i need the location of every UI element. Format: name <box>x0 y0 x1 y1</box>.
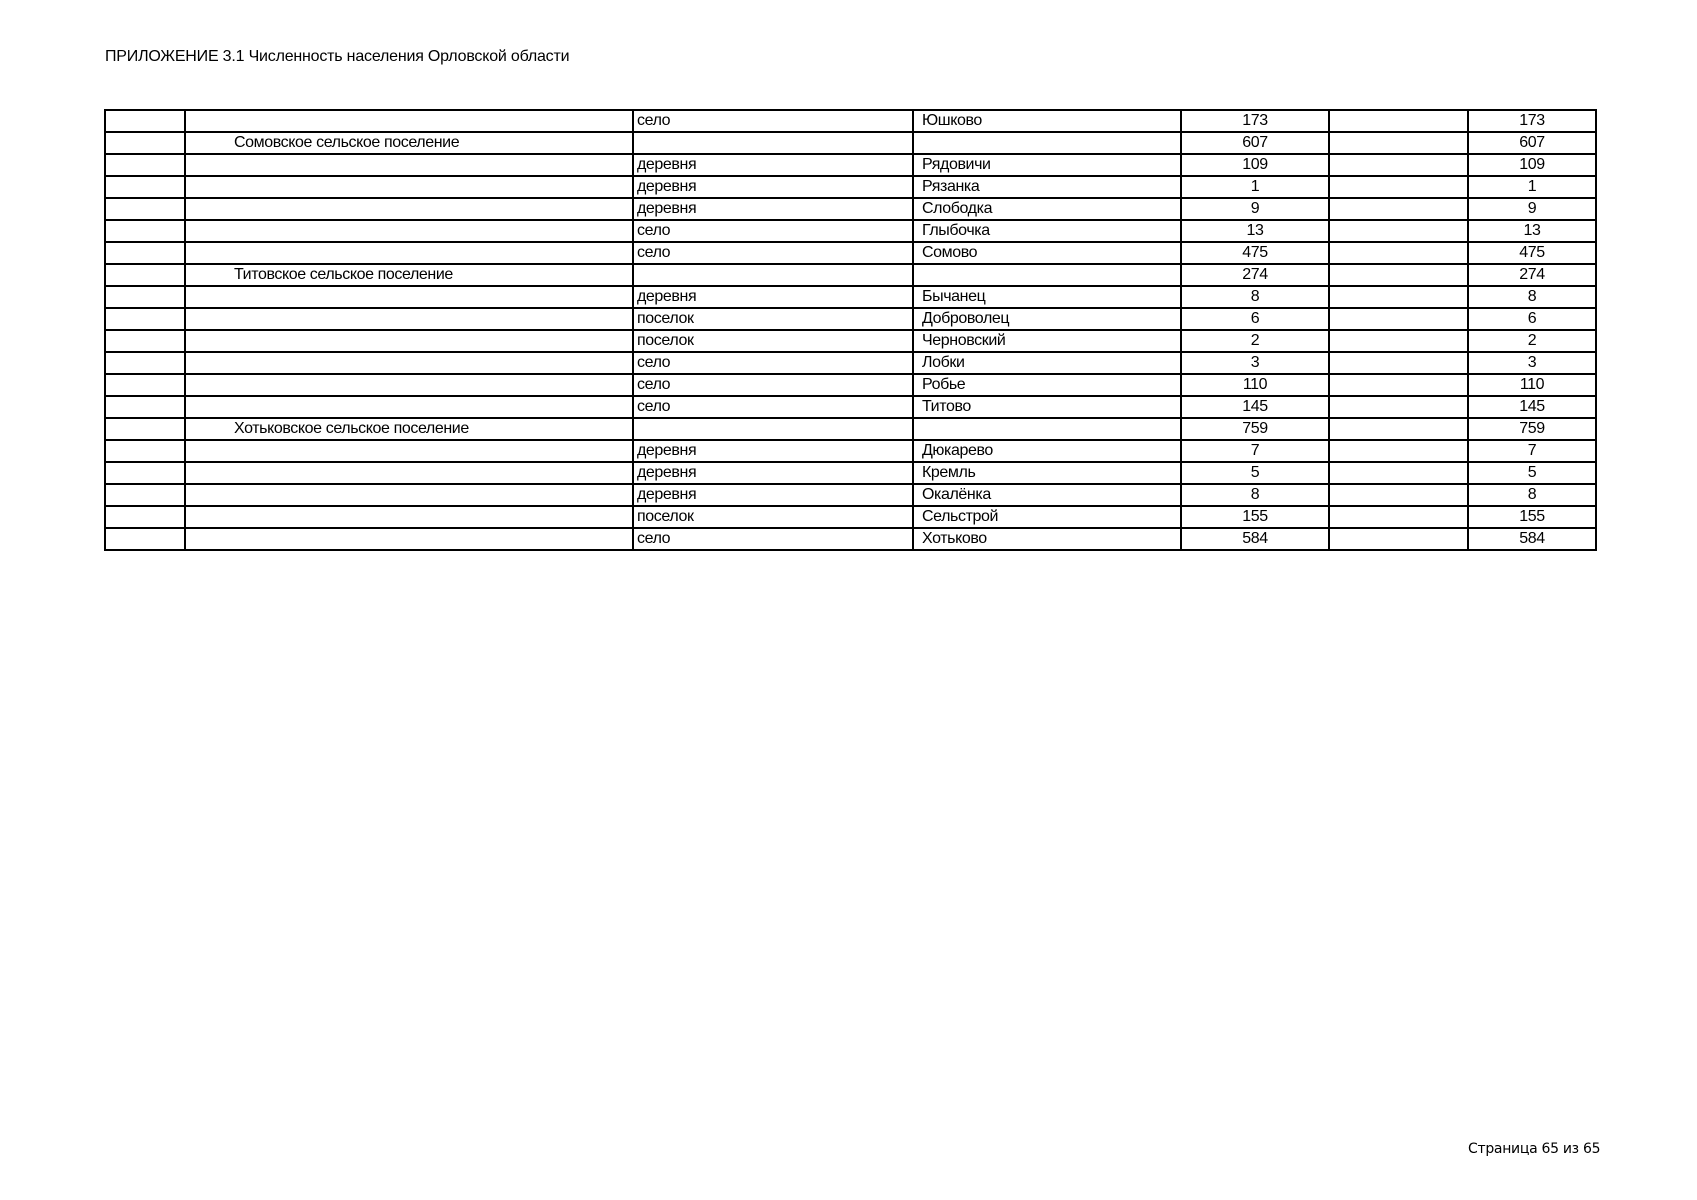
cell-settlement-group: Хотьковское сельское поселение <box>185 418 633 440</box>
cell-locality-type: деревня <box>633 440 913 462</box>
cell-locality-name: Робье <box>913 374 1181 396</box>
cell-extra <box>1329 506 1468 528</box>
cell-population: 3 <box>1181 352 1329 374</box>
cell-locality-type: село <box>633 374 913 396</box>
cell-index <box>105 506 185 528</box>
cell-population-total: 274 <box>1468 264 1596 286</box>
cell-population-total: 759 <box>1468 418 1596 440</box>
cell-extra <box>1329 110 1468 132</box>
cell-index <box>105 242 185 264</box>
cell-population: 8 <box>1181 286 1329 308</box>
cell-extra <box>1329 132 1468 154</box>
cell-extra <box>1329 330 1468 352</box>
cell-extra <box>1329 440 1468 462</box>
cell-extra <box>1329 154 1468 176</box>
cell-locality-name: Черновский <box>913 330 1181 352</box>
cell-extra <box>1329 264 1468 286</box>
cell-index <box>105 462 185 484</box>
cell-settlement-group <box>185 484 633 506</box>
cell-extra <box>1329 352 1468 374</box>
cell-index <box>105 440 185 462</box>
cell-population-total: 155 <box>1468 506 1596 528</box>
table-row <box>105 330 1596 352</box>
cell-population: 5 <box>1181 462 1329 484</box>
cell-population-total: 9 <box>1468 198 1596 220</box>
cell-settlement-group <box>185 308 633 330</box>
table-row <box>105 506 1596 528</box>
cell-locality-type: село <box>633 110 913 132</box>
cell-locality-name: Сельстрой <box>913 506 1181 528</box>
cell-locality-type: село <box>633 242 913 264</box>
cell-index <box>105 264 185 286</box>
cell-locality-name: Дюкарево <box>913 440 1181 462</box>
table-row <box>105 286 1596 308</box>
cell-index <box>105 308 185 330</box>
cell-population-total: 607 <box>1468 132 1596 154</box>
table-row <box>105 308 1596 330</box>
table-row <box>105 352 1596 374</box>
cell-extra <box>1329 374 1468 396</box>
cell-population: 607 <box>1181 132 1329 154</box>
cell-population: 584 <box>1181 528 1329 550</box>
cell-settlement-group <box>185 528 633 550</box>
cell-extra <box>1329 176 1468 198</box>
cell-population: 2 <box>1181 330 1329 352</box>
cell-population: 1 <box>1181 176 1329 198</box>
cell-settlement-group: Титовское сельское поселение <box>185 264 633 286</box>
cell-population: 759 <box>1181 418 1329 440</box>
cell-index <box>105 154 185 176</box>
cell-settlement-group <box>185 220 633 242</box>
cell-locality-type: село <box>633 528 913 550</box>
table-row <box>105 264 1596 286</box>
table-row <box>105 374 1596 396</box>
cell-extra <box>1329 396 1468 418</box>
cell-locality-type <box>633 418 913 440</box>
cell-population: 274 <box>1181 264 1329 286</box>
cell-population: 109 <box>1181 154 1329 176</box>
cell-population: 475 <box>1181 242 1329 264</box>
cell-settlement-group <box>185 462 633 484</box>
table-row <box>105 110 1596 132</box>
cell-population: 145 <box>1181 396 1329 418</box>
cell-index <box>105 132 185 154</box>
cell-locality-type: деревня <box>633 462 913 484</box>
cell-population-total: 3 <box>1468 352 1596 374</box>
cell-population-total: 110 <box>1468 374 1596 396</box>
table-row <box>105 242 1596 264</box>
cell-extra <box>1329 484 1468 506</box>
cell-locality-type: село <box>633 220 913 242</box>
cell-population-total: 8 <box>1468 484 1596 506</box>
cell-locality-type: деревня <box>633 484 913 506</box>
table-body <box>105 110 1596 550</box>
page-number: Страница 65 из 65 <box>1468 1141 1601 1157</box>
cell-population-total: 173 <box>1468 110 1596 132</box>
cell-locality-name: Окалёнка <box>913 484 1181 506</box>
cell-population-total: 2 <box>1468 330 1596 352</box>
cell-settlement-group <box>185 374 633 396</box>
cell-locality-type <box>633 264 913 286</box>
cell-locality-type <box>633 132 913 154</box>
cell-population-total: 109 <box>1468 154 1596 176</box>
cell-locality-type: деревня <box>633 154 913 176</box>
cell-settlement-group: Сомовское сельское поселение <box>185 132 633 154</box>
cell-locality-type: деревня <box>633 286 913 308</box>
table-row <box>105 396 1596 418</box>
cell-settlement-group <box>185 396 633 418</box>
cell-index <box>105 330 185 352</box>
table-row <box>105 220 1596 242</box>
cell-population: 7 <box>1181 440 1329 462</box>
cell-population-total: 584 <box>1468 528 1596 550</box>
cell-population-total: 475 <box>1468 242 1596 264</box>
cell-locality-name: Лобки <box>913 352 1181 374</box>
cell-locality-type: поселок <box>633 330 913 352</box>
cell-population: 9 <box>1181 198 1329 220</box>
table-row <box>105 528 1596 550</box>
cell-index <box>105 374 185 396</box>
cell-index <box>105 220 185 242</box>
cell-settlement-group <box>185 352 633 374</box>
cell-index <box>105 528 185 550</box>
cell-population-total: 7 <box>1468 440 1596 462</box>
cell-population-total: 6 <box>1468 308 1596 330</box>
cell-locality-name: Сомово <box>913 242 1181 264</box>
cell-population-total: 5 <box>1468 462 1596 484</box>
cell-locality-type: поселок <box>633 506 913 528</box>
cell-population-total: 1 <box>1468 176 1596 198</box>
page-title: ПРИЛОЖЕНИЕ 3.1 Численность населения Орловской области <box>105 48 570 65</box>
cell-extra <box>1329 286 1468 308</box>
cell-index <box>105 418 185 440</box>
cell-index <box>105 352 185 374</box>
cell-locality-name: Бычанец <box>913 286 1181 308</box>
table-row <box>105 484 1596 506</box>
cell-locality-name: Слободка <box>913 198 1181 220</box>
cell-index <box>105 484 185 506</box>
cell-population: 6 <box>1181 308 1329 330</box>
cell-index <box>105 286 185 308</box>
cell-index <box>105 396 185 418</box>
cell-extra <box>1329 462 1468 484</box>
table-row <box>105 440 1596 462</box>
cell-population: 173 <box>1181 110 1329 132</box>
cell-population-total: 13 <box>1468 220 1596 242</box>
cell-locality-type: деревня <box>633 198 913 220</box>
cell-locality-type: село <box>633 396 913 418</box>
cell-population: 110 <box>1181 374 1329 396</box>
cell-locality-name <box>913 418 1181 440</box>
cell-population-total: 8 <box>1468 286 1596 308</box>
cell-locality-name: Хотьково <box>913 528 1181 550</box>
cell-population-total: 145 <box>1468 396 1596 418</box>
cell-extra <box>1329 528 1468 550</box>
cell-population: 155 <box>1181 506 1329 528</box>
cell-locality-type: деревня <box>633 176 913 198</box>
cell-population: 8 <box>1181 484 1329 506</box>
table-row <box>105 132 1596 154</box>
cell-settlement-group <box>185 110 633 132</box>
cell-settlement-group <box>185 330 633 352</box>
cell-settlement-group <box>185 198 633 220</box>
table-row <box>105 198 1596 220</box>
cell-settlement-group <box>185 506 633 528</box>
cell-locality-name <box>913 264 1181 286</box>
cell-locality-name: Юшково <box>913 110 1181 132</box>
cell-settlement-group <box>185 286 633 308</box>
cell-index <box>105 198 185 220</box>
cell-settlement-group <box>185 154 633 176</box>
table-row <box>105 176 1596 198</box>
table-row <box>105 462 1596 484</box>
table-row <box>105 154 1596 176</box>
cell-extra <box>1329 220 1468 242</box>
cell-locality-name: Титово <box>913 396 1181 418</box>
cell-locality-name: Доброволец <box>913 308 1181 330</box>
cell-extra <box>1329 198 1468 220</box>
cell-locality-type: поселок <box>633 308 913 330</box>
cell-settlement-group <box>185 440 633 462</box>
cell-locality-name: Кремль <box>913 462 1181 484</box>
cell-extra <box>1329 418 1468 440</box>
cell-settlement-group <box>185 242 633 264</box>
population-table <box>104 109 1597 551</box>
table-row <box>105 418 1596 440</box>
cell-locality-name: Глыбочка <box>913 220 1181 242</box>
cell-population: 13 <box>1181 220 1329 242</box>
cell-index <box>105 176 185 198</box>
cell-locality-type: село <box>633 352 913 374</box>
cell-extra <box>1329 308 1468 330</box>
cell-locality-name <box>913 132 1181 154</box>
cell-index <box>105 110 185 132</box>
cell-locality-name: Рязанка <box>913 176 1181 198</box>
cell-settlement-group <box>185 176 633 198</box>
cell-locality-name: Рядовичи <box>913 154 1181 176</box>
cell-extra <box>1329 242 1468 264</box>
